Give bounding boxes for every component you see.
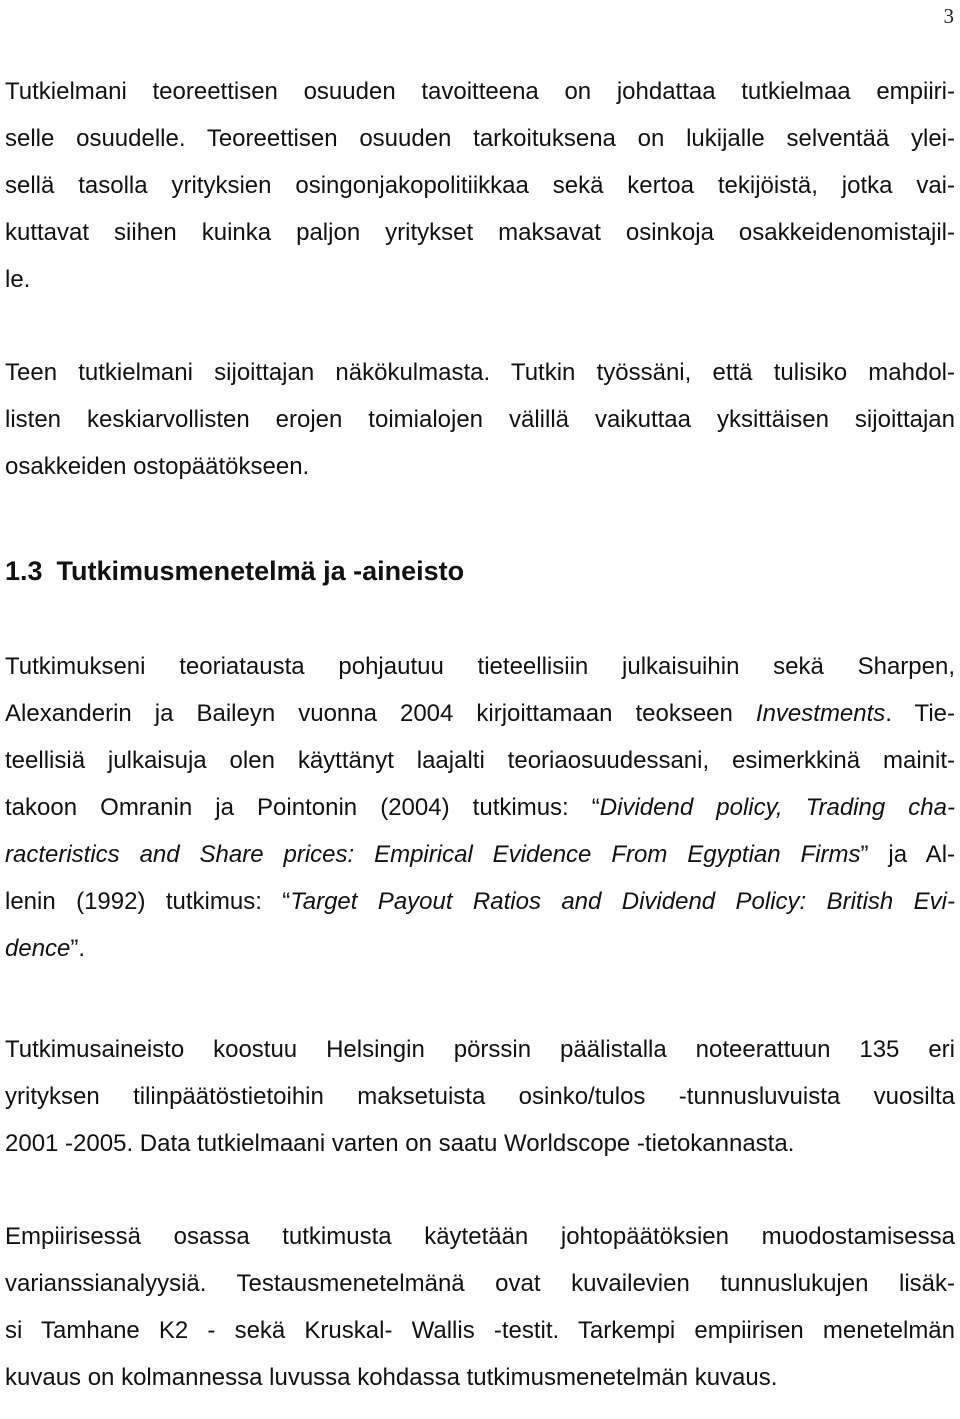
section-heading <box>5 548 955 595</box>
text-line: racteristics and Share prices: Empirical Evidence From Egyptian Firms” ja Al- <box>5 841 956 868</box>
section-title: Tutkimusmenetelmä ja -aineisto <box>56 556 465 586</box>
text-line: kuttavat siihen kuinka paljon yritykset maksavat osinkoja osakkeidenomistajil- <box>5 219 955 246</box>
text-line: Tutkimukseni teoriatausta pohjautuu tieteellisiin julkaisuihin sekä Sharpen, <box>5 653 955 680</box>
paragraph-empirical-methods <box>5 1213 955 1401</box>
text-line: takoon Omranin ja Pointonin (2004) tutkimus: “Dividend policy, Trading cha- <box>5 794 955 821</box>
book-title: Investments <box>755 700 886 727</box>
text-line: selle osuudelle. Teoreettisen osuuden tarkoituksena on lukijalle selventää ylei- <box>5 125 955 152</box>
text-line: kuvaus on kolmannessa luvussa kohdassa tutkimusmenetelmän kuvaus. <box>5 1364 778 1391</box>
article-title: Target Payout Ratios and Dividend Policy: British Evi- <box>290 888 955 915</box>
text-line: sellä tasolla yrityksien osingonjakopolitiikkaa sekä kertoa tekijöistä, jotka vai- <box>5 172 955 199</box>
text-line: Alexanderin ja Baileyn vuonna 2004 kirjoittamaan teokseen Investments. Tie- <box>5 700 955 727</box>
text-line: Tutkielmani teoreettisen osuuden tavoitteena on johdattaa tutkielmaa empiiri- <box>5 78 955 105</box>
text-line: listen keskiarvollisten erojen toimialojen välillä vaikuttaa yksittäisen sijoittajan <box>5 406 955 433</box>
text-line: le. <box>5 266 31 293</box>
paragraph-perspective <box>5 349 955 490</box>
text-line: varianssianalyysiä. Testausmenetelmänä ovat kuvailevien tunnuslukujen lisäk- <box>5 1270 955 1297</box>
paragraph-theory-goal <box>5 68 955 303</box>
page-number: 3 <box>943 4 954 28</box>
text-line: dence”. <box>5 935 86 962</box>
article-title: racteristics and Share prices: Empirical Evidence From Egyptian Firms <box>5 841 861 868</box>
text-line: si Tamhane K2 - sekä Kruskal- Wallis -testit. Tarkempi empiirisen menetelmän <box>5 1317 955 1344</box>
paragraph-research-data <box>5 1026 955 1167</box>
text-line: Tutkimusaineisto koostuu Helsingin pörssin päälistalla noteerattuun 135 eri <box>5 1036 955 1063</box>
document-body <box>5 68 955 1401</box>
text-line: Empiirisessä osassa tutkimusta käytetään johtopäätöksien muodostamisessa <box>5 1223 955 1250</box>
paragraph-theory-background <box>5 643 955 972</box>
article-title: dence <box>5 935 71 962</box>
text-line: 2001 -2005. Data tutkielmaani varten on saatu Worldscope -tietokannasta. <box>5 1130 795 1157</box>
text-line: osakkeiden ostopäätökseen. <box>5 453 310 480</box>
text-line: lenin (1992) tutkimus: “Target Payout Ratios and Dividend Policy: British Evi- <box>5 888 955 915</box>
text-line: yrityksen tilinpäätöstietoihin maksetuista osinko/tulos -tunnusluvuista vuosilta <box>5 1083 955 1110</box>
section-number: 1.3 <box>5 556 43 586</box>
article-title: Dividend policy, Trading cha- <box>599 794 955 821</box>
text-line: Teen tutkielmani sijoittajan näkökulmasta. Tutkin työssäni, että tulisiko mahdol- <box>5 359 955 386</box>
text-line: teellisiä julkaisuja olen käyttänyt laajalti teoriaosuudessani, esimerkkinä mainit- <box>5 747 955 774</box>
